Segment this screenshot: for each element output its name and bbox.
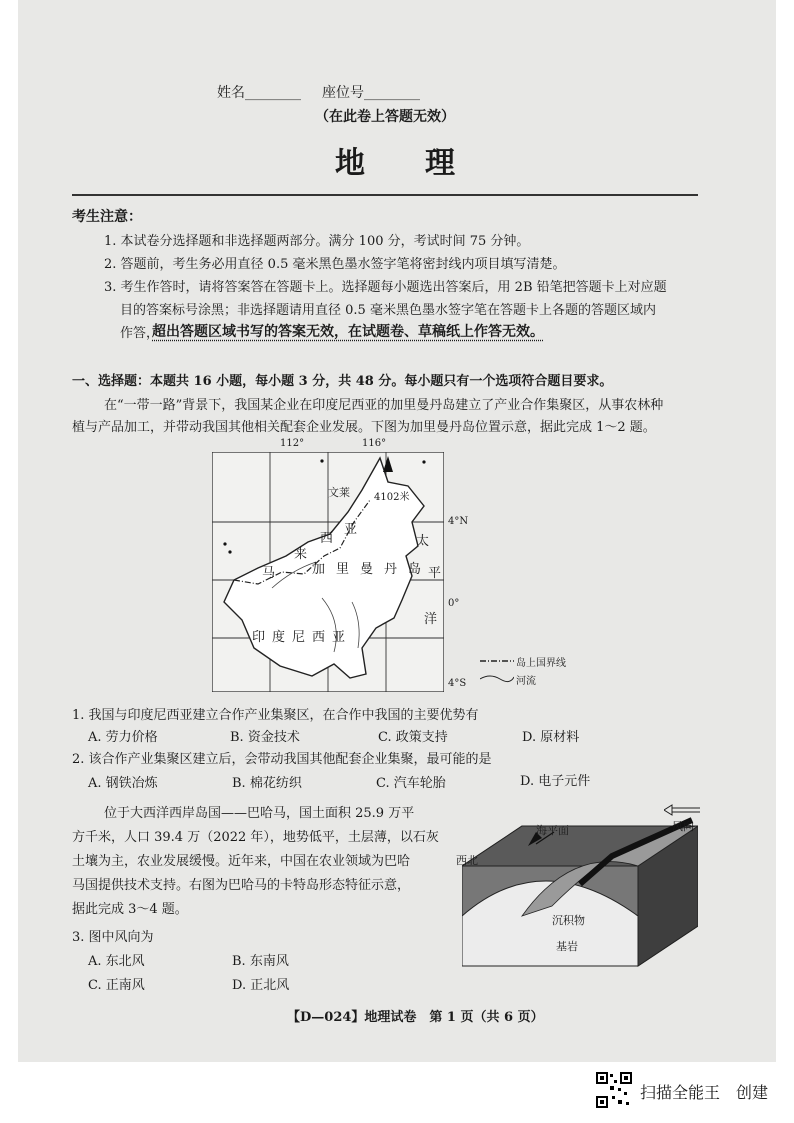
option: D. 电子元件: [520, 774, 591, 789]
option: B. 资金技术: [230, 730, 300, 745]
map-char: 马: [262, 566, 276, 581]
option: C. 正南风: [88, 978, 145, 993]
sea-level-label: 海平面: [536, 824, 569, 837]
map-char: 里: [336, 562, 350, 577]
page-footer: 【D—024】地理试卷 第 1 页（共 6 页）: [287, 1010, 544, 1025]
invalid-note: （在此卷上答题无效）: [315, 109, 455, 125]
notice-item: 1. 本试卷分选择题和非选择题两部分。满分 100 分，考试时间 75 分钟。: [104, 234, 530, 249]
option: B. 东南风: [232, 954, 289, 969]
map-elevation: 4102米: [374, 492, 410, 503]
map-char: 岛: [408, 562, 422, 577]
option: A. 劳力价格: [88, 730, 158, 745]
intro-line: 在“一带一路”背景下，我国某企业在印度尼西亚的加里曼丹岛建立了产业合作集聚区，从事农林种: [104, 398, 664, 413]
passage-line: 马国提供技术支持。右图为巴哈马的卡特岛形态特征示意，: [72, 878, 411, 893]
northwest-label: 西北: [456, 854, 478, 867]
passage-line: 方千米，人口 39.4 万（2022 年），地势低平，土层薄，以石灰: [72, 830, 439, 845]
lat-label: 4°N: [448, 516, 469, 527]
legend-border: 岛上国界线: [516, 658, 566, 669]
qr-code-icon: [596, 1072, 632, 1108]
notice-item: 2. 答题前，考生务必用直径 0.5 毫米黑色墨水签字笔将密封线内项目填写清楚。: [104, 257, 566, 272]
map-place-brunei: 文莱: [328, 486, 350, 499]
name-field-label: 姓名________: [217, 85, 301, 101]
map-char: 太: [416, 534, 430, 549]
option: A. 东北风: [88, 954, 145, 969]
question-stem: 2. 该合作产业集聚区建立后，会带动我国其他配套企业集聚，最可能的是: [72, 752, 492, 767]
map-char: 印: [252, 630, 266, 645]
wind-direction-arrow-icon: [664, 804, 700, 816]
lon-label: 112°: [280, 438, 305, 449]
option: C. 汽车轮胎: [376, 776, 446, 791]
option: A. 钢铁冶炼: [88, 776, 158, 791]
notice-title: 考生注意：: [72, 209, 142, 225]
question-stem: 1. 我国与印度尼西亚建立合作产业集聚区，在合作中我国的主要优势有: [72, 708, 479, 723]
seat-field-label: 座位号________: [322, 85, 420, 101]
map-char: 来: [294, 547, 308, 562]
notice-item: 3. 考生作答时，请将答案答在答题卡上。选择题每小题选出答案后，用 2B 铅笔把答题卡上对应题: [104, 280, 667, 295]
section-heading: 一、选择题：本题共 16 小题，每小题 3 分，共 48 分。每小题只有一个选项符合题目要求。: [72, 374, 613, 389]
passage-line: 位于大西洋西岸岛国——巴哈马，国土面积 25.9 万平: [104, 806, 415, 821]
wind-label: 风向: [672, 820, 694, 833]
map-char: 加: [312, 562, 326, 577]
legend-symbols: [480, 655, 514, 685]
header-divider: [72, 194, 698, 196]
sediment-label: 沉积物: [552, 914, 585, 927]
notice-item: 作答，: [120, 326, 160, 341]
map-char: 西: [312, 630, 326, 645]
passage-line: 据此完成 3～4 题。: [72, 902, 188, 917]
map-char: 尼: [292, 630, 306, 645]
option: D. 原材料: [522, 730, 580, 745]
page-title: 地 理: [335, 146, 455, 181]
legend-river: 河流: [516, 676, 536, 687]
map-char: 度: [272, 630, 286, 645]
map-char: 西: [320, 531, 334, 546]
map-char: 洋: [424, 612, 438, 627]
intro-line: 植与产品加工，并带动我国其他相关配套企业发展。下图为加里曼丹岛位置示意，据此完成 1～2 题。: [72, 420, 656, 435]
option: B. 棉花纺织: [232, 776, 302, 791]
notice-item: 目的答案标号涂黑；非选择题请用直径 0.5 毫米黑色墨水签字笔在答题卡上各题的答题区域内: [120, 303, 656, 318]
bedrock-label: 基岩: [556, 940, 578, 953]
cat-island-block-diagram: [462, 806, 698, 976]
map-char: 平: [428, 566, 442, 581]
option: C. 政策支持: [378, 730, 448, 745]
scanner-brand: 扫描全能王 创建: [640, 1083, 769, 1102]
notice-emphasis: 超出答题区域书写的答案无效，在试题卷、草稿纸上作答无效。: [152, 324, 544, 340]
map-char: 亚: [332, 630, 346, 645]
map-char: 曼: [360, 562, 374, 577]
question-stem: 3. 图中风向为: [72, 930, 154, 945]
map-char: 亚: [344, 522, 358, 537]
lat-label: 0°: [448, 598, 460, 609]
lat-label: 4°S: [448, 678, 467, 689]
map-char: 丹: [384, 562, 398, 577]
option: D. 正北风: [232, 978, 290, 993]
passage-line: 土壤为主，农业发展缓慢。近年来，中国在农业领域为巴哈: [72, 854, 411, 869]
lon-label: 116°: [362, 438, 387, 449]
